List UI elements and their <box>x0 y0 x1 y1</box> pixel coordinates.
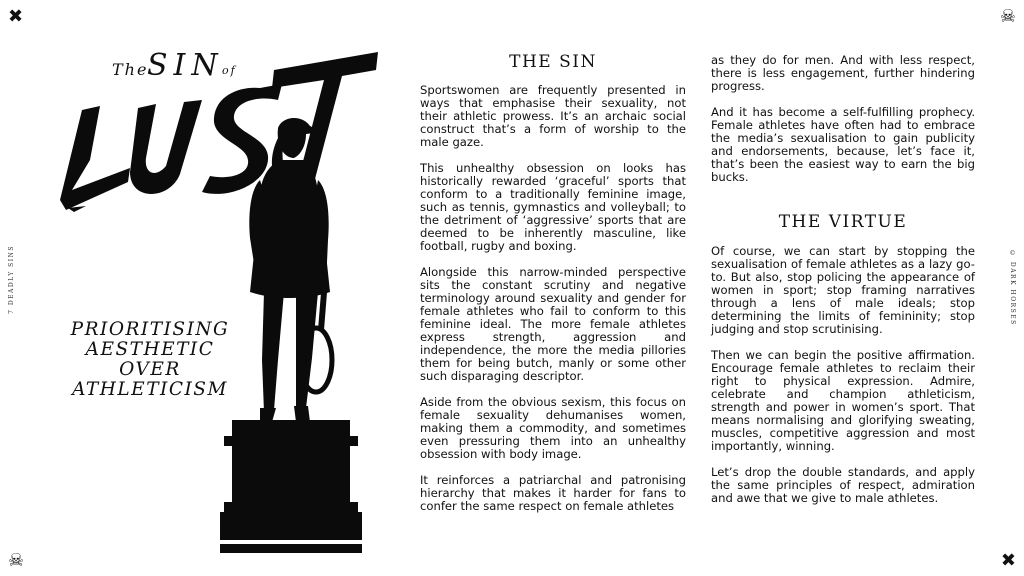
paragraph: It reinforces a patriarchal and patronising hierarchy that makes it harder for fans to confer the same respect on female athletes <box>420 473 686 513</box>
copyright-label: © DARK HORSES <box>1009 250 1016 326</box>
skull-icon: ☠ <box>8 550 25 571</box>
section-heading-virtue: THE VIRTUE <box>778 212 908 232</box>
paragraph: Alongside this narrow-minded perspective sits the constant scrutiny and negative terminology around sexuality and gender for female athletes who fail to conform to this feminine ideal. The more female athletes express strength, aggression and independence, the more the media pillories them for being butch, manly or some other such disparaging descriptor. <box>420 265 686 383</box>
paragraph: Of course, we can start by stopping the sexualisation of female athletes as a lazy go-to. But also, stop policing the appearance of women in sport; stop framing narratives through a lens of male ideals; stop determining the limits of femininity; stop judging and stop scrutinising. <box>711 244 975 336</box>
skull-icon: ☠ <box>999 6 1016 27</box>
crossbones-icon: ✖ <box>8 6 24 27</box>
paragraph: Aside from the obvious sexism, this focus on female sexuality dehumanises women, making them a commodity, and sometimes even pressuring them into an unhealthy obsession with body image. <box>420 395 686 461</box>
title-of: of <box>222 64 237 77</box>
paragraph: as they do for men. And with less respect, there is less engagement, further hindering progress. <box>711 53 975 93</box>
title-the: The <box>112 60 149 79</box>
lust-illustration <box>60 40 380 555</box>
subtitle <box>60 320 240 400</box>
subtitle-line: OVER <box>119 359 181 380</box>
title-sin: SIN <box>147 48 224 83</box>
paragraph: Let’s drop the double standards, and apply the same principles of respect, admiration and awe that we give to male athletes. <box>711 465 975 505</box>
subtitle-line: AESTHETIC <box>85 339 215 360</box>
virtue-column <box>711 245 975 518</box>
sin-column <box>420 84 686 526</box>
paragraph: And it has become a self-fulfilling prophecy. Female athletes have often had to embrace the media’s sexualisation to gain publicity and endorsements, because, let’s face it, that’s been the easiest way to earn the big bucks. <box>711 105 975 184</box>
sin-column-continued <box>711 54 975 197</box>
crossbones-icon: ✖ <box>1000 550 1016 571</box>
series-label: 7 DEADLY SINS <box>8 245 15 314</box>
paragraph: Then we can begin the positive affirmation. Encourage female athletes to reclaim their right to physical expression. Admire, celebrate and champion athleticism, strength and power in women’s sport. That means normalising and glorifying sweating, muscles, competitive aggression and most importantly, winning. <box>711 348 975 453</box>
paragraph: Sportswomen are frequently presented in ways that emphasise their sexuality, not their athletic prowess. It’s an archaic social construct that’s a form of worship to the male gaze. <box>420 83 686 149</box>
subtitle-line: ATHLETICISM <box>72 379 228 400</box>
subtitle-line: PRIORITISING <box>70 319 230 340</box>
paragraph: This unhealthy obsession on looks has historically rewarded ‘graceful’ sports that conform to a traditionally feminine image, such as tennis, gymnastics and volleyball; to the detriment of ‘aggressive’ sports that are deemed to be inherently masculine, like football, rugby and boxing. <box>420 161 686 253</box>
section-heading-sin: THE SIN <box>509 52 597 72</box>
